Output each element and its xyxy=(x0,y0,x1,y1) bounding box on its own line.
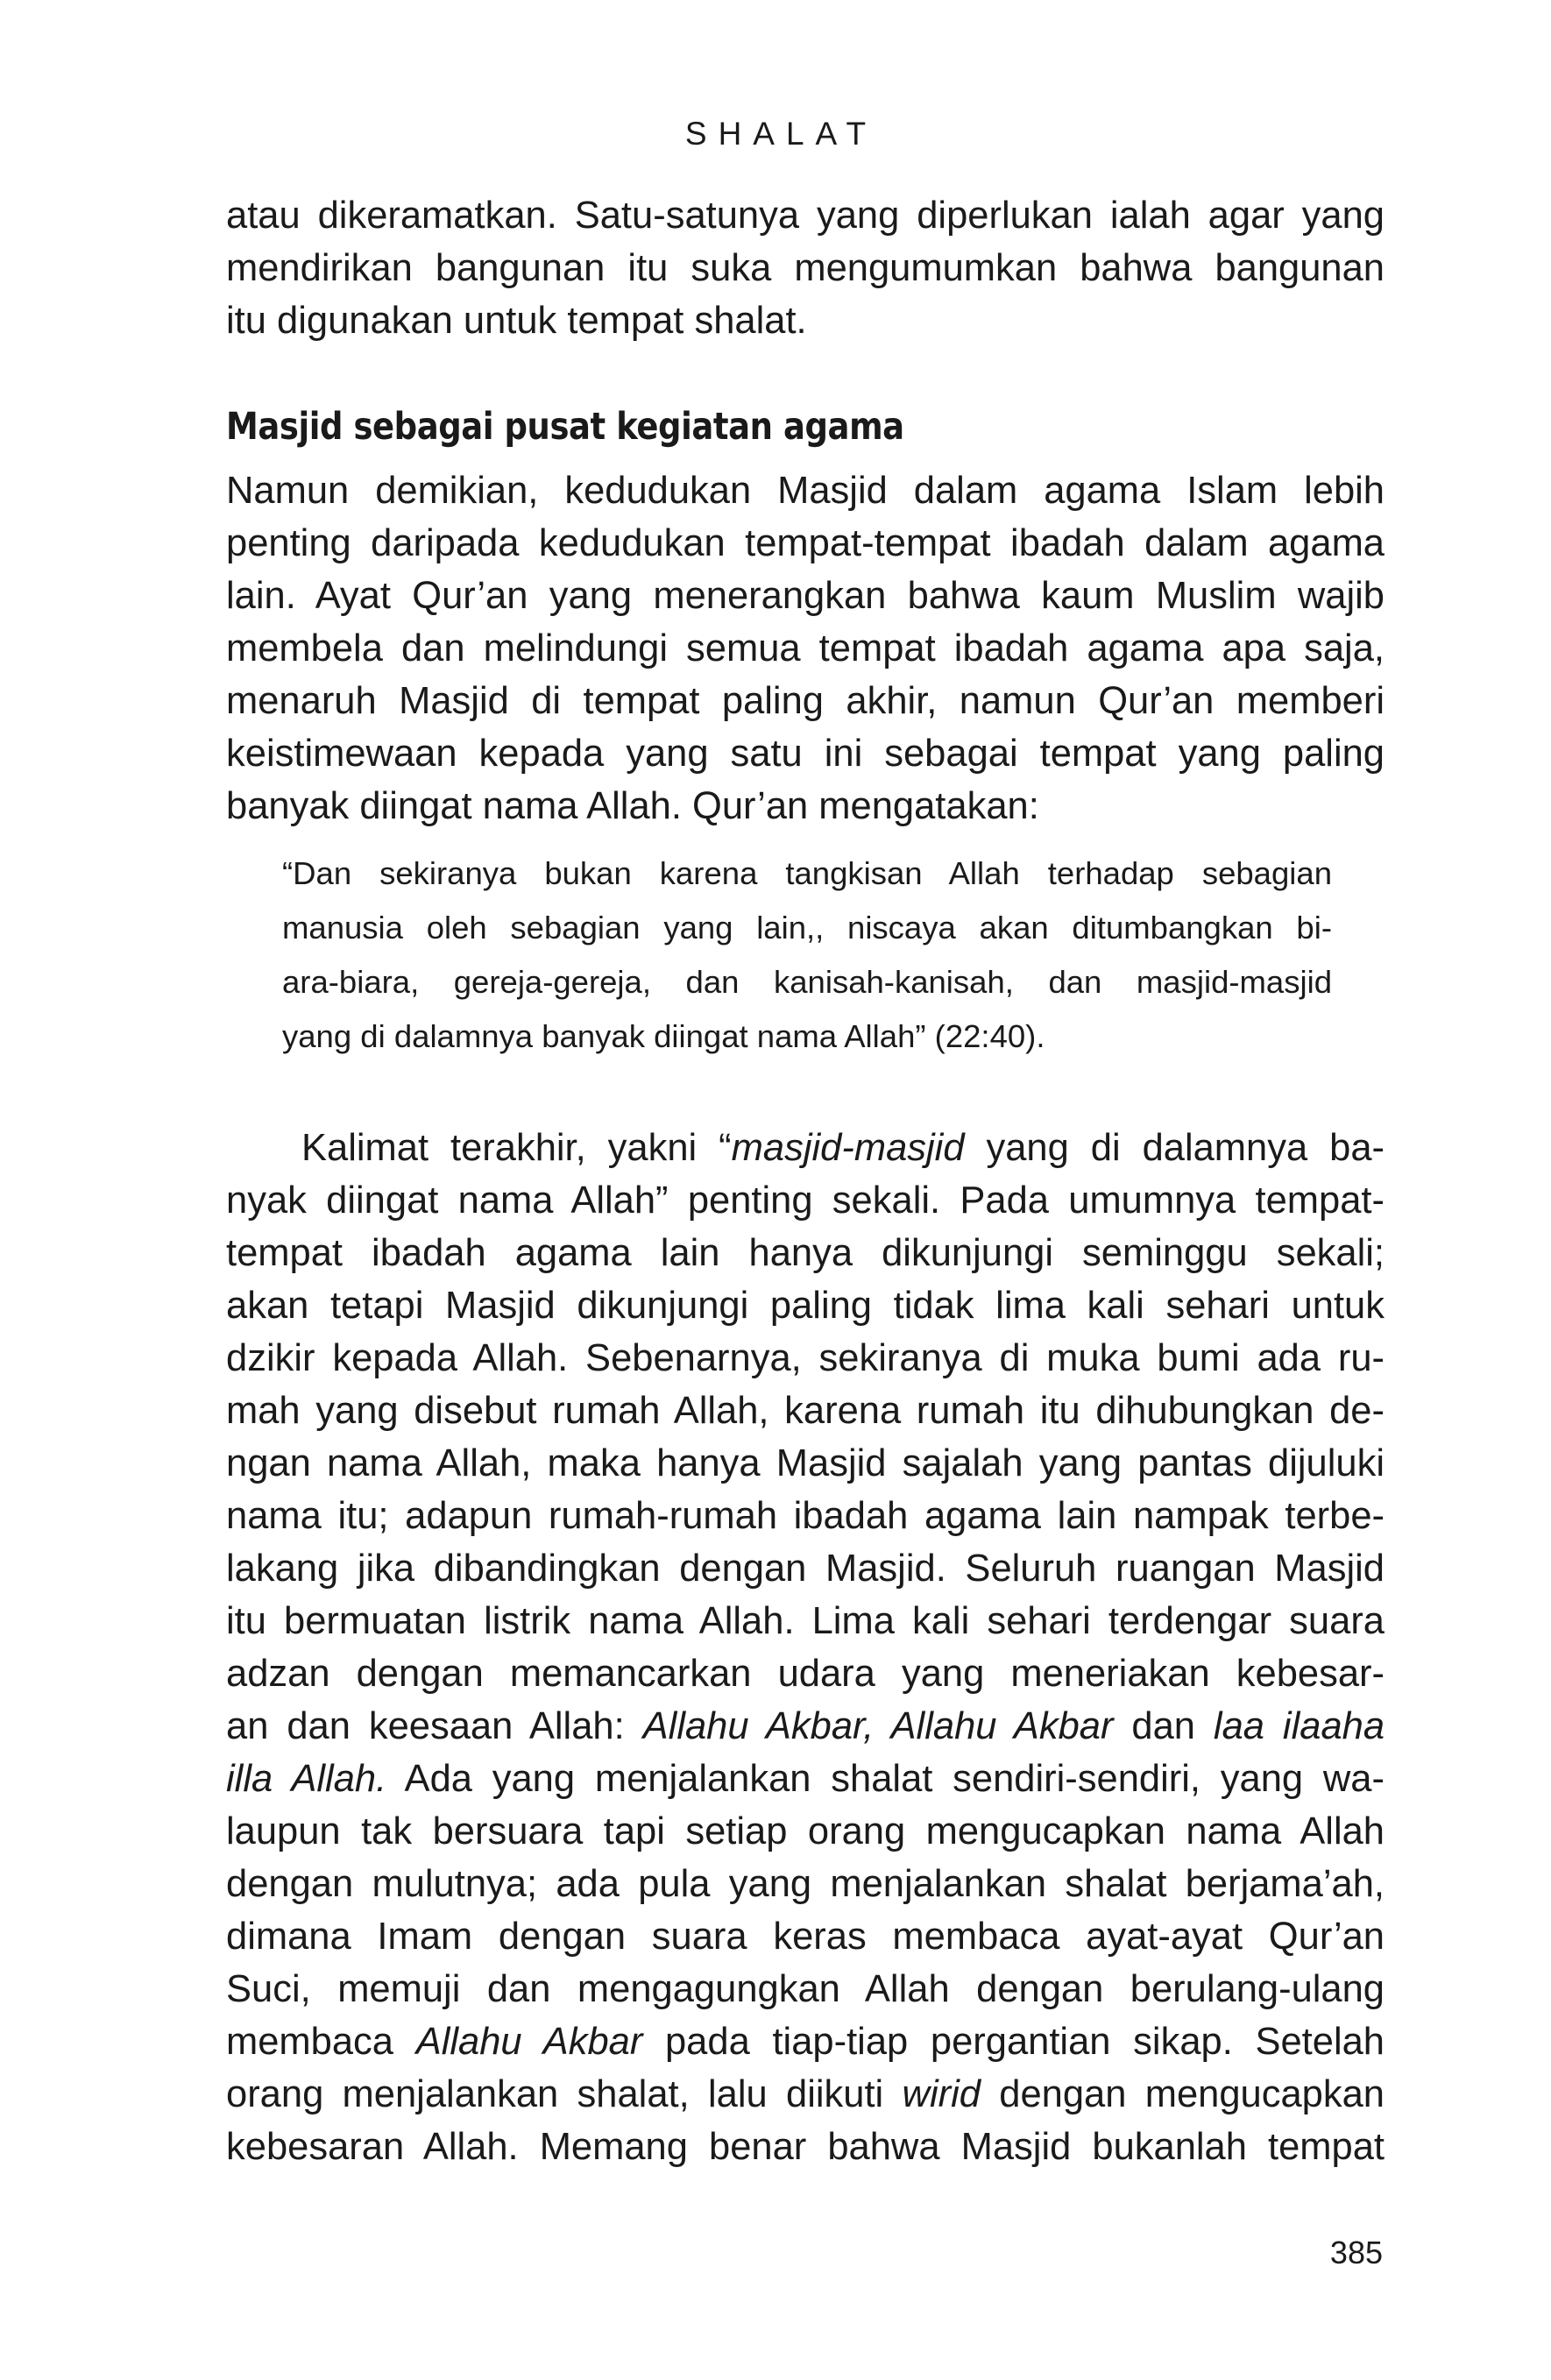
text-line xyxy=(226,1753,1385,1805)
italic-term: illa Allah. xyxy=(226,1758,387,1800)
text-run: dan xyxy=(1113,1705,1214,1747)
paragraph-continuation xyxy=(226,189,1385,347)
quote-line: yang di dalamnya banyak diingat nama Allah” (22:40). xyxy=(282,1018,1045,1054)
text-line: kebesaran Allah. Memang benar bahwa Masjid bukanlah tempat xyxy=(226,2126,1385,2168)
text-run: pada tiap-tiap pergantian sikap. Setelah xyxy=(642,2021,1385,2063)
italic-term: wirid xyxy=(902,2073,981,2115)
text-line: dzikir kepada Allah. Sebenarnya, sekiranya di muka bumi ada ru- xyxy=(226,1337,1385,1379)
text-run: Kalimat terakhir, yakni “ xyxy=(301,1127,732,1169)
section-heading: Masjid sebagai pusat kegiatan agama xyxy=(226,405,904,449)
quran-quote xyxy=(282,846,1332,1064)
paragraph-main xyxy=(226,1122,1385,2173)
text-line xyxy=(226,1122,1385,1174)
text-line: dimana Imam dengan suara keras membaca ayat-ayat Qur’an xyxy=(226,1916,1385,1958)
text-line: lain. Ayat Qur’an yang menerangkan bahwa kaum Muslim wajib xyxy=(226,575,1385,617)
italic-term: laa ilaaha xyxy=(1213,1705,1385,1747)
text-line: penting daripada kedudukan tempat-tempat ibadah dalam agama xyxy=(226,522,1385,564)
italic-term: Allahu Akbar xyxy=(415,2021,643,2063)
text-line: adzan dengan memancarkan udara yang meneriakan kebesar- xyxy=(226,1653,1385,1695)
text-line: itu bermuatan listrik nama Allah. Lima kali sehari terdengar suara xyxy=(226,1600,1385,1642)
running-head: SHALAT xyxy=(684,116,878,152)
italic-term: Allahu Akbar, Allahu Akbar xyxy=(642,1705,1114,1747)
page-number: 385 xyxy=(1329,2235,1383,2270)
text-line: dengan mulutnya; ada pula yang menjalankan shalat berjama’ah, xyxy=(226,1863,1385,1905)
text-line: itu digunakan untuk tempat shalat. xyxy=(226,300,807,342)
text-line: mendirikan bangunan itu suka mengumumkan bahwa bangunan xyxy=(226,247,1385,289)
text-line xyxy=(226,2068,1385,2121)
text-run: an dan keesaan Allah: xyxy=(226,1705,643,1747)
text-line: ngan nama Allah, maka hanya Masjid sajalah yang pantas dijuluki xyxy=(226,1442,1385,1484)
quote-line: “Dan sekiranya bukan karena tangkisan Allah terhadap sebagian xyxy=(282,855,1332,891)
text-line: nama itu; adapun rumah-rumah ibadah agama lain nampak terbe- xyxy=(226,1495,1385,1537)
text-run: yang di dalamnya ba- xyxy=(964,1127,1385,1169)
text-line: membela dan melindungi semua tempat ibadah agama apa saja, xyxy=(226,627,1385,669)
text-line: nyak diingat nama Allah” penting sekali. Pada umumnya tempat- xyxy=(226,1179,1385,1222)
text-run: membaca xyxy=(226,2021,416,2063)
quote-line: manusia oleh sebagian yang lain,, niscaya akan ditumbangkan bi- xyxy=(282,910,1332,946)
text-line: mah yang disebut rumah Allah, karena rumah itu dihubungkan de- xyxy=(226,1390,1385,1432)
text-run: orang menjalankan shalat, lalu diikuti xyxy=(226,2073,903,2115)
text-line: lakang jika dibandingkan dengan Masjid. Seluruh ruangan Masjid xyxy=(226,1548,1385,1590)
text-run: Ada yang menjalankan shalat sendiri-sendiri, yang wa- xyxy=(386,1758,1385,1800)
paragraph-intro xyxy=(226,464,1385,832)
text-line: laupun tak bersuara tapi setiap orang mengucapkan nama Allah xyxy=(226,1810,1385,1852)
text-line: keistimewaan kepada yang satu ini sebagai tempat yang paling xyxy=(226,733,1385,775)
text-line xyxy=(226,1700,1385,1753)
italic-term: masjid-masjid xyxy=(731,1127,965,1169)
text-line: tempat ibadah agama lain hanya dikunjungi seminggu sekali; xyxy=(226,1232,1385,1274)
text-run: dengan mengucapkan xyxy=(980,2073,1385,2115)
text-line: akan tetapi Masjid dikunjungi paling tidak lima kali sehari untuk xyxy=(226,1285,1385,1327)
text-line xyxy=(226,2015,1385,2068)
text-line: banyak diingat nama Allah. Qur’an mengatakan: xyxy=(226,785,1039,827)
text-line: Suci, memuji dan mengagungkan Allah dengan berulang-ulang xyxy=(226,1968,1385,2010)
text-line: atau dikeramatkan. Satu-satunya yang diperlukan ialah agar yang xyxy=(226,195,1385,237)
quote-line: ara-biara, gereja-gereja, dan kanisah-kanisah, dan masjid-masjid xyxy=(282,964,1332,1000)
text-line: menaruh Masjid di tempat paling akhir, namun Qur’an memberi xyxy=(226,680,1385,722)
text-line: Namun demikian, kedudukan Masjid dalam agama Islam lebih xyxy=(226,470,1385,512)
